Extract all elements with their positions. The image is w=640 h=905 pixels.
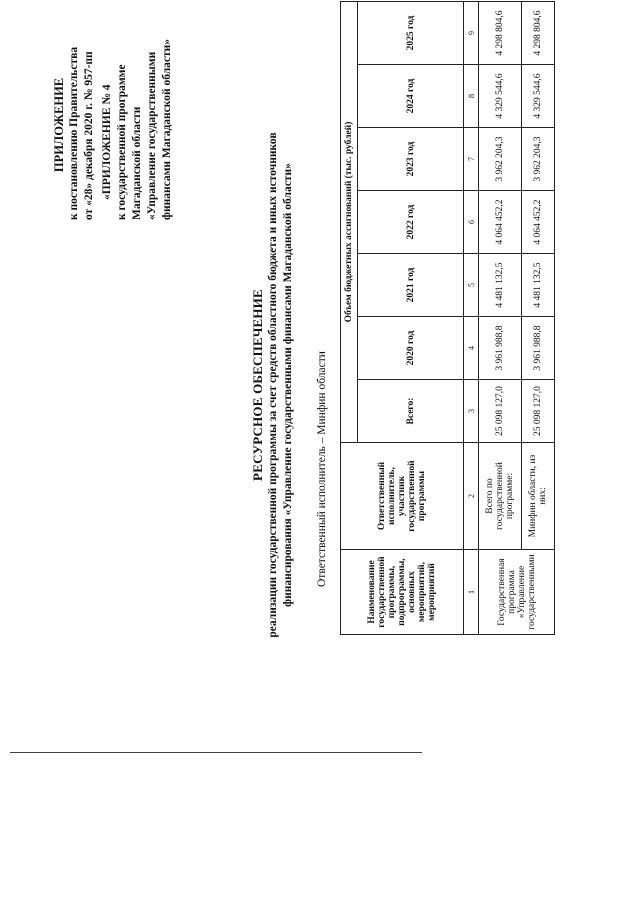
- column-number: 4: [464, 317, 479, 380]
- title-subline: реализации государственной программы за счет средств областного бюджета и иных источников: [267, 132, 279, 638]
- appendix-number: «ПРИЛОЖЕНИЕ № 4: [101, 84, 113, 200]
- col-header-executor: Ответственный исполнитель, участник государственной программы: [341, 443, 464, 550]
- column-number: 7: [464, 128, 479, 191]
- value-cell: 4 064 452,2: [479, 191, 522, 254]
- col-header-group: Объем бюджетных ассигнований (тыс. рублей): [341, 2, 358, 443]
- title-subline: финансирования «Управление государственными финансами Магаданской области»: [282, 163, 294, 607]
- year-header: 2025 год: [358, 2, 464, 65]
- value-cell: 4 329 544,6: [479, 65, 522, 128]
- appendix-title: ПРИЛОЖЕНИЕ: [52, 77, 66, 173]
- resource-table: [340, 1, 555, 635]
- value-cell: 3 961 988,8: [522, 317, 555, 380]
- value-cell: 25 098 127,0: [522, 380, 555, 443]
- appendix-line: от «28» декабря 2020 г. № 957-пп: [83, 51, 95, 220]
- value-cell: 4 298 804,6: [479, 2, 522, 65]
- value-cell: 4 481 132,5: [479, 254, 522, 317]
- column-number: 1: [464, 550, 479, 635]
- year-header: Всего:: [358, 380, 464, 443]
- column-number: 9: [464, 2, 479, 65]
- value-cell: 3 962 204,3: [522, 128, 555, 191]
- column-number: 8: [464, 65, 479, 128]
- appendix-line: к государственной программе: [116, 64, 128, 220]
- executor-cell: Минфин области, из них:: [522, 443, 555, 550]
- appendix-block: [52, 10, 175, 240]
- appendix-line: Магаданской области: [131, 106, 143, 220]
- year-header: 2022 год: [358, 191, 464, 254]
- table-row: [479, 2, 522, 635]
- appendix-line: финансами Магаданской области»: [161, 38, 173, 220]
- column-number: 2: [464, 443, 479, 550]
- year-header: 2021 год: [358, 254, 464, 317]
- table-row: [522, 2, 555, 635]
- value-cell: 3 961 988,8: [479, 317, 522, 380]
- column-number: 6: [464, 191, 479, 254]
- column-number: 3: [464, 380, 479, 443]
- col-header-name: Наименование государственной программы, подпрограммы, основных мероприятий, мероприятий: [341, 550, 464, 635]
- page-divider-line: [10, 752, 422, 753]
- responsible-executor: Ответственный исполнитель – Минфин области: [316, 351, 328, 587]
- value-cell: 4 481 132,5: [522, 254, 555, 317]
- column-number: 5: [464, 254, 479, 317]
- year-header: 2020 год: [358, 317, 464, 380]
- executor-cell: Всего по государственной программе:: [479, 443, 522, 550]
- column-number-row: [464, 2, 479, 635]
- value-cell: 25 098 127,0: [479, 380, 522, 443]
- year-header: 2024 год: [358, 65, 464, 128]
- value-cell: 3 962 204,3: [479, 128, 522, 191]
- document-title: [250, 105, 296, 665]
- title-heading: РЕСУРСНОЕ ОБЕСПЕЧЕНИЕ: [250, 289, 265, 481]
- appendix-line: «Управление государственными: [146, 51, 158, 220]
- header-row: [341, 2, 358, 635]
- year-header: 2023 год: [358, 128, 464, 191]
- appendix-line: к постановлению Правительства: [68, 46, 80, 220]
- value-cell: 4 329 544,6: [522, 65, 555, 128]
- program-name-cell: Государственная программа «Управление государственными: [479, 550, 555, 635]
- value-cell: 4 298 804,6: [522, 2, 555, 65]
- value-cell: 4 064 452,2: [522, 191, 555, 254]
